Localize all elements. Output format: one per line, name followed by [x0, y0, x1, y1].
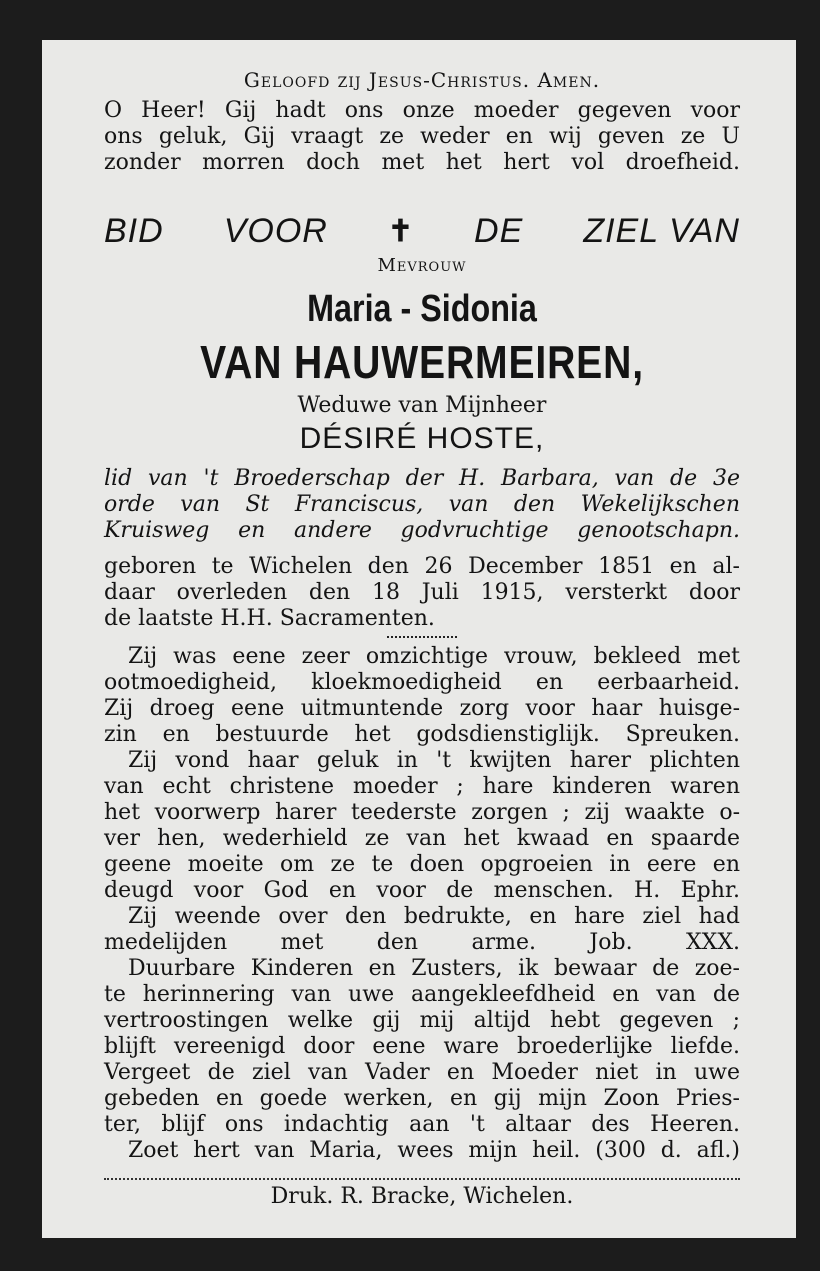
de-word: DE	[474, 212, 524, 250]
text-line: het voorwerp harer teederste zorgen ; zij waakte o-	[104, 800, 740, 825]
text-line: Zij was eene zeer omzichtige vrouw, bekleed met	[128, 644, 740, 669]
paragraph	[104, 904, 740, 956]
text-line: deugd voor God en voor de menschen. H. Ephr.	[104, 878, 740, 903]
intro-line: zonder morren doch met het hert vol droefheid.	[104, 150, 740, 175]
cross-icon: ✝	[387, 215, 415, 248]
text-line: Vergeet de ziel van Vader en Moeder niet in uwe	[104, 1060, 740, 1085]
memorial-card	[42, 40, 796, 1238]
dotted-rule	[104, 1178, 740, 1180]
paragraph	[104, 1138, 740, 1164]
text-line: zin en bestuurde het godsdienstiglijk. Spreuken.	[104, 722, 740, 747]
last-name: VAN HAUWERMEIREN,	[200, 336, 644, 388]
husband-name: DÉSIRÉ HOSTE,	[299, 422, 545, 455]
intro-prayer	[104, 98, 740, 176]
text-line: Zij weende over den bedrukte, en hare ziel had	[128, 904, 740, 929]
membership-block	[104, 466, 740, 544]
intro-line: ons geluk, Gij vraagt ze weder en wij geven ze U	[104, 124, 740, 149]
bio-line: geboren te Wichelen den 26 December 1851 en al-	[104, 554, 740, 579]
paragraph	[104, 956, 740, 1138]
membership-line: Kruisweg en andere godvruchtige genootschapn.	[104, 518, 740, 543]
text-line: Duurbare Kinderen en Zusters, ik bewaar de zoe-	[128, 956, 740, 981]
bio-line: daar overleden den 18 Juli 1915, versterkt door	[104, 580, 740, 605]
bid-word: BID	[104, 212, 164, 250]
text-line: medelijden met den arme. Job. XXX.	[104, 930, 740, 955]
membership-line: orde van St Franciscus, van den Wekelijkschen	[104, 492, 740, 517]
voor-word: VOOR	[223, 212, 328, 250]
membership-line: lid van 't Broederschap der H. Barbara, van de 3e	[104, 466, 740, 491]
text-line: ver hen, wederhield ze van het kwaad en spaarde	[104, 826, 740, 851]
text-line: Zij droeg eene uitmuntende zorg voor haar huisge-	[104, 696, 740, 721]
text-line: blijft vereenigd door eene ware broederlijke liefde.	[104, 1034, 740, 1059]
paragraph	[104, 644, 740, 748]
bio-line: de laatste H.H. Sacramenten.	[104, 606, 435, 631]
text-line: van echt christene moeder ; hare kinderen waren	[104, 774, 740, 799]
bio-block	[104, 554, 740, 632]
text-line: Zoet hert van Maria, wees mijn heil. (300 d. afl.)	[128, 1138, 740, 1163]
divider	[387, 636, 457, 638]
text-line: Zij vond haar geluk in 't kwijten harer plichten	[128, 748, 740, 773]
header-line: Geloofd zij Jesus-Christus. Amen.	[243, 68, 601, 92]
first-name: Maria - Sidonia	[307, 288, 537, 330]
text-line: gebeden en goede werken, en gij mijn Zoon Pries-	[104, 1086, 740, 1111]
text-line: vertroostingen welke gij mij altijd hebt gegeven ;	[104, 1008, 740, 1033]
title: Mevrouw	[377, 255, 467, 276]
paragraph	[104, 748, 740, 904]
ziel-van-word: ZIEL VAN	[583, 212, 740, 250]
intro-line: O Heer! Gij hadt ons onze moeder gegeven voor	[104, 98, 740, 123]
bid-voor-line	[104, 212, 740, 251]
text-line: ter, blijf ons indachtig aan 't altaar des Heeren.	[104, 1112, 740, 1137]
text-line: geene moeite om ze te doen opgroeien in eere en	[104, 852, 740, 877]
text-line: ootmoedigheid, kloekmoedigheid en eerbaarheid.	[104, 670, 740, 695]
printer-credit: Druk. R. Bracke, Wichelen.	[270, 1184, 574, 1209]
widow-of: Weduwe van Mijnheer	[297, 393, 547, 418]
text-line: te herinnering van uwe aangekleefdheid en van de	[104, 982, 740, 1007]
